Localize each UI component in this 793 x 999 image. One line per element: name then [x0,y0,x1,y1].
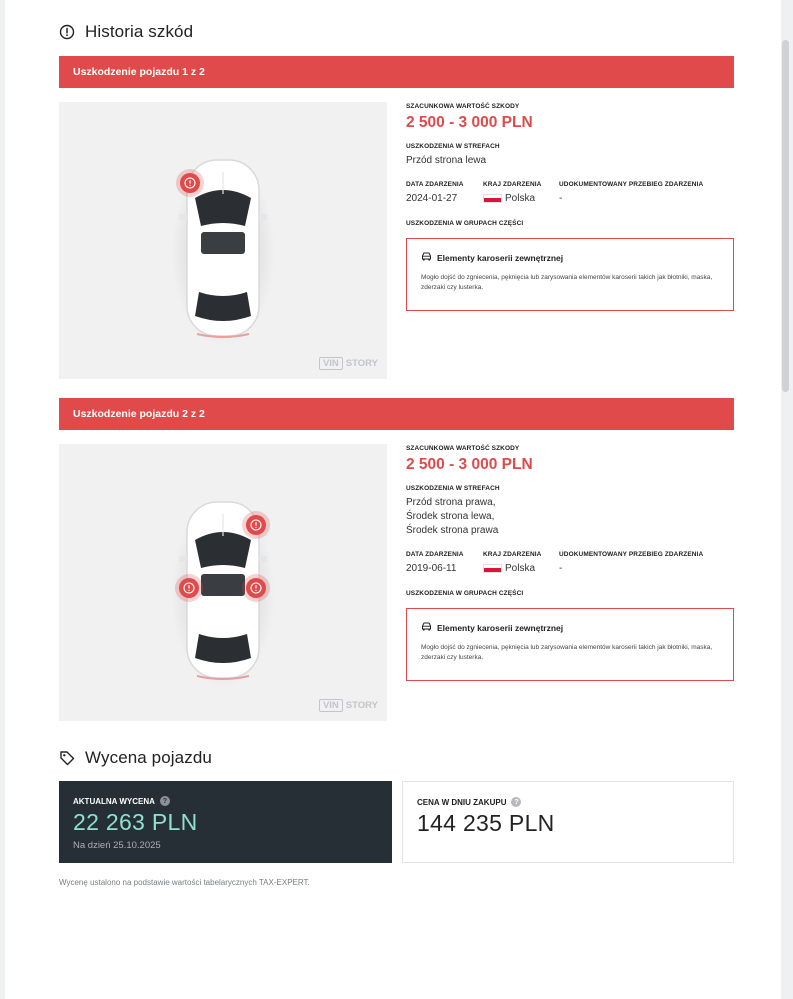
event-mileage: - [559,563,563,574]
damage-record-header: Uszkodzenie pojazdu 1 z 2 [59,56,734,88]
valuation-title: Wycena pojazdu [85,748,212,767]
part-groups-label: USZKODZENIA W GRUPACH CZĘŚCI [406,590,524,597]
part-group-description: Mogło dojść do zgniecenia, pęknięcia lub zarysowania elementów karoserii takich jak błotniki, maska, zderzaki czy lusterka. [421,644,713,661]
car-top-view-image [59,444,387,721]
price-tag-icon [59,750,75,766]
valuation-header [59,748,212,768]
damage-marker-icon[interactable] [180,173,200,193]
zone-item: Przód strona lewa [406,155,487,166]
car-top-view-image [59,102,387,379]
part-group-title: Elementy karoserii zewnętrznej [437,252,564,263]
estimated-value: 2 500 - 3 000 PLN [406,456,533,473]
vinstory-watermark: VIN STORY [319,699,378,712]
event-country: Polska [483,562,559,576]
damage-record [59,56,734,379]
damage-marker-icon[interactable] [246,515,266,535]
estimated-value-label: SZACUNKOWA WARTOŚĆ SZKODY [406,445,520,452]
zone-item: Środek strona prawa [406,525,499,536]
event-date: 2024-01-27 [406,193,458,204]
scrollbar[interactable] [782,40,789,392]
damage-history-title: Historia szkód [85,22,194,41]
event-country: Polska [483,192,559,206]
alert-circle-icon [59,24,75,40]
zones-label: USZKODZENIA W STREFACH [406,143,500,150]
purchase-price-value: 144 235 PLN [417,810,555,836]
country-label: KRAJ ZDARZENIA [483,551,542,558]
country-label: KRAJ ZDARZENIA [483,181,542,188]
damage-marker-icon[interactable] [179,578,199,598]
mileage-label: UDOKUMENTOWANY PRZEBIEG ZDARZENIA [559,181,704,188]
poland-flag-icon [483,194,502,203]
event-mileage: - [559,193,563,204]
part-group-title: Elementy karoserii zewnętrznej [437,622,564,633]
damage-record [59,398,734,721]
damage-marker-icon[interactable] [246,578,266,598]
damage-details [406,102,734,311]
part-group-description: Mogło dojść do zgniecenia, pęknięcia lub zarysowania elementów karoserii takich jak błotniki, maska, zderzaki czy lusterka. [421,274,713,291]
zone-item: Środek strona lewa, [406,511,495,522]
mileage-label: UDOKUMENTOWANY PRZEBIEG ZDARZENIA [559,551,704,558]
valuation-note: Wycenę ustalono na podstawie wartości tabelarycznych TAX-EXPERT. [59,878,310,887]
part-groups-label: USZKODZENIA W GRUPACH CZĘŚCI [406,220,524,227]
date-label: DATA ZDARZENIA [406,551,464,558]
current-valuation-label: AKTUALNA WYCENA ? [73,796,378,806]
purchase-price-card [402,781,734,863]
damage-diagram [59,444,387,721]
current-valuation-date: Na dzień 25.10.2025 [73,840,161,851]
help-icon[interactable]: ? [511,797,521,807]
damage-details [406,444,734,681]
report-page [5,0,781,999]
part-group-card [406,238,734,311]
damage-diagram [59,102,387,379]
vinstory-watermark: VIN STORY [319,357,378,370]
car-icon [421,622,432,633]
car-icon [421,252,432,263]
poland-flag-icon [483,564,502,573]
zone-item: Przód strona prawa, [406,497,496,508]
estimated-value: 2 500 - 3 000 PLN [406,114,533,131]
damage-record-header: Uszkodzenie pojazdu 2 z 2 [59,398,734,430]
current-valuation-card [59,781,392,863]
date-label: DATA ZDARZENIA [406,181,464,188]
damage-history-header [59,22,193,42]
estimated-value-label: SZACUNKOWA WARTOŚĆ SZKODY [406,103,520,110]
zones-label: USZKODZENIA W STREFACH [406,485,500,492]
help-icon[interactable]: ? [160,796,170,806]
current-valuation-value: 22 263 PLN [73,809,198,835]
purchase-price-label: CENA W DNIU ZAKUPU ? [417,797,719,807]
part-group-card [406,608,734,681]
event-date: 2019-06-11 [406,563,457,574]
